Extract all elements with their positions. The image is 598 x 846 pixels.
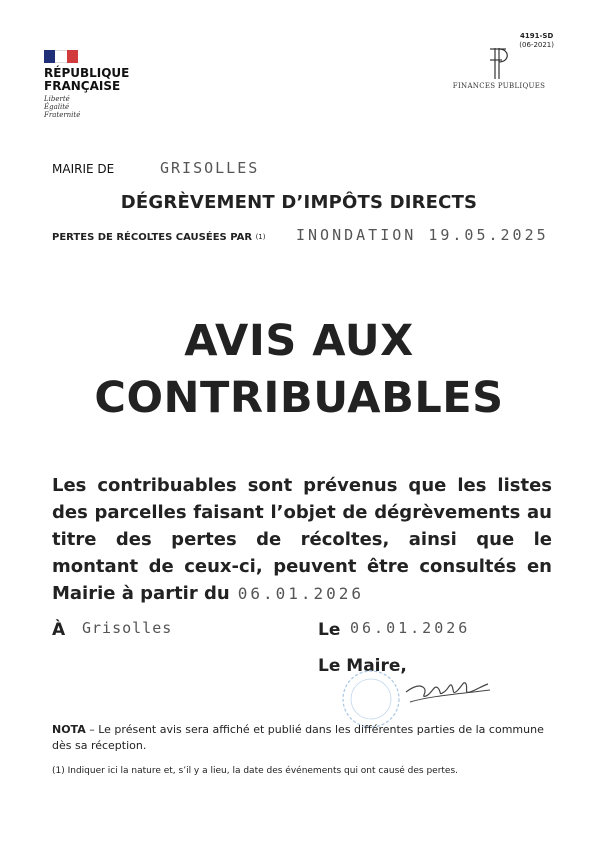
mairie-value: GRISOLLES <box>160 159 260 177</box>
nota-text: – Le présent avis sera affiché et publié dans les différentes parties de la commune dès sa réception. <box>52 723 544 752</box>
pertes-footnote-ref: (1) <box>255 233 266 241</box>
footnote: (1) Indiquer ici la nature et, s’il y a lieu, la date des événements qui ont causé des pertes. <box>52 766 459 776</box>
finances-publiques-monogram-icon <box>486 46 512 80</box>
document-title: DÉGRÈVEMENT D’IMPÔTS DIRECTS <box>120 192 478 213</box>
tricolor-flag-icon <box>44 50 78 63</box>
form-code-number: 4191-SD <box>520 32 554 40</box>
pertes-value: INONDATION 19.05.2025 <box>296 226 549 244</box>
finances-publiques-name: FINANCES PUBLIQUES <box>452 82 546 90</box>
date-value: 06.01.2026 <box>350 619 471 637</box>
place-label: À <box>52 620 66 640</box>
place-value: Grisolles <box>82 619 173 637</box>
form-code-version: (06-2021) <box>519 41 554 49</box>
maire-signature <box>400 672 496 716</box>
motto-egalite: Égalité <box>44 103 70 111</box>
motto-fraternite: Fraternité <box>44 111 81 119</box>
republique-francaise-logo <box>44 50 129 119</box>
motto-liberte: Liberté <box>44 95 70 103</box>
avis-heading <box>0 313 598 427</box>
nota-label: NOTA <box>52 723 86 736</box>
body-paragraph <box>52 472 552 607</box>
pertes-label-text: PERTES DE RÉCOLTES CAUSÉES PAR <box>52 232 253 243</box>
avis-heading-line1: AVIS AUX <box>184 316 414 366</box>
consultation-date: 06.01.2026 <box>237 584 365 603</box>
date-label: Le <box>318 620 341 640</box>
republic-name-line1: RÉPUBLIQUE <box>44 66 130 80</box>
nota-paragraph <box>52 722 552 754</box>
maire-label: Le Maire, <box>318 656 407 676</box>
avis-heading-line2: CONTRIBUABLES <box>94 373 504 423</box>
republic-name-line2: FRANÇAISE <box>44 79 121 93</box>
finances-publiques-logo <box>444 46 554 90</box>
pertes-label <box>52 232 265 243</box>
body-text: Les contribuables sont prévenus que les listes des parcelles faisant l’objet de dégrèvements au titre des pertes de récoltes, ainsi que le montant de ceux-ci, peuvent être consultés en Mairie à partir du <box>52 475 552 604</box>
mairie-label: MAIRIE DE <box>52 162 115 176</box>
